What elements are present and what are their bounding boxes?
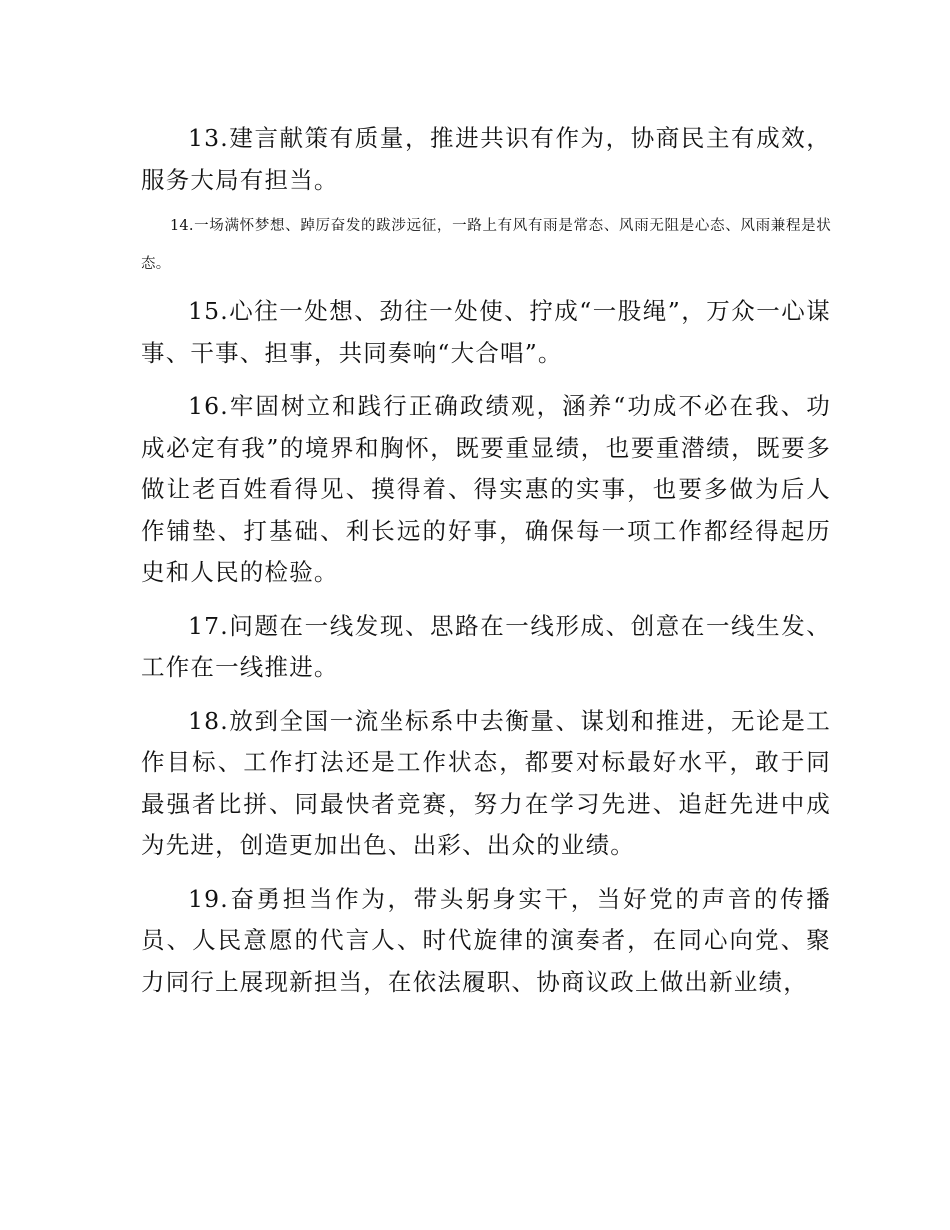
document-body — [141, 118, 831, 1003]
paragraph-15: 15.心往一处想、劲往一处使、拧成“一股绳”，万众一心谋事、干事、担事，共同奏响“大合唱”。 — [141, 297, 831, 367]
paragraph-17: 17.问题在一线发现、思路在一线形成、创意在一线生发、工作在一线推进。 — [141, 611, 831, 681]
paragraph-18: 18.放到全国一流坐标系中去衡量、谋划和推进，无论是工作目标、工作打法还是工作状态，都要对标最好水平，敢于同最强者比拼、同最快者竞赛，努力在学习先进、追赶先进中成为先进，创造更加出色、出彩、出众的业绩。 — [141, 706, 831, 859]
paragraph-14: 14.一场满怀梦想、踔厉奋发的跋涉远征，一路上有风有雨是常态、风雨无阻是心态、风雨兼程是状态。 — [141, 218, 831, 272]
paragraph-19: 19.奋勇担当作为，带头躬身实干，当好党的声音的传播员、人民意愿的代言人、时代旋律的演奏者，在同心向党、聚力同行上展现新担当，在依法履职、协商议政上做出新业绩， — [141, 884, 831, 996]
paragraph-13: 13.建言献策有质量，推进共识有作为，协商民主有成效，服务大局有担当。 — [141, 124, 831, 194]
paragraph-16: 16.牢固树立和践行正确政绩观，涵养“功成不必在我、功成必定有我”的境界和胸怀，既要重显绩，也要重潜绩，既要多做让老百姓看得见、摸得着、得实惠的实事，也要多做为后人作铺垫、打基础、利长远的好事，确保每一项工作都经得起历史和人民的检验。 — [141, 392, 831, 586]
